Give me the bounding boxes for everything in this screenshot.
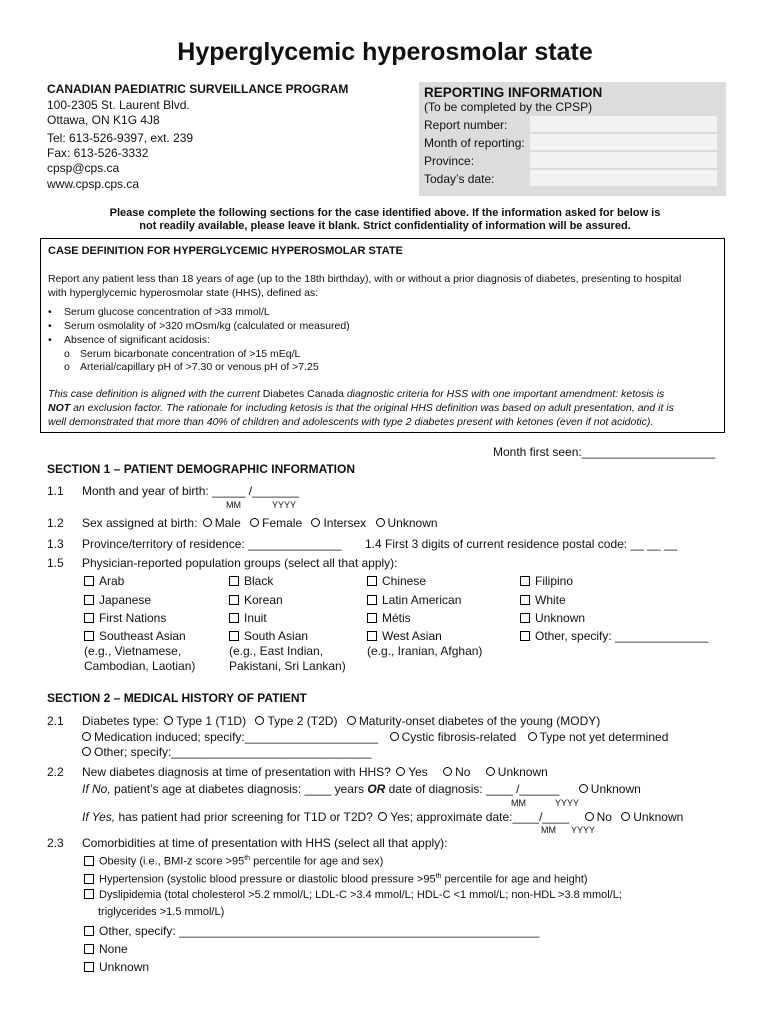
- definition-note-1: This case definition is aligned with the current Diabetes Canada diagnostic criteria for HSS with one important amendment: ketosis is: [48, 388, 665, 400]
- section2-heading: SECTION 2 – MEDICAL HISTORY OF PATIENT: [47, 691, 307, 705]
- month-of-reporting-label: Month of reporting:: [424, 136, 525, 150]
- section1-heading: SECTION 1 – PATIENT DEMOGRAPHIC INFORMATION: [47, 462, 356, 476]
- dx-yyyy-hint: YYYY: [555, 798, 580, 808]
- postal-code-field[interactable]: 1.4 First 3 digits of current residence postal code: __ __ __: [365, 537, 678, 551]
- radio-icon: [82, 732, 91, 741]
- reporting-info-box: [419, 82, 726, 196]
- criterion-osmolality: • Serum osmolality of >320 mOsm/kg (calculated or measured): [48, 320, 350, 332]
- q15-number: 1.5: [47, 556, 64, 570]
- checkbox-icon: [84, 889, 94, 899]
- birth-month-year-field[interactable]: Month and year of birth: _____ /_______: [82, 484, 299, 498]
- checkbox-icon: [367, 576, 377, 586]
- checkbox-icon: [84, 631, 94, 641]
- definition-note-3: well demonstrated that more than 40% of children and adolescents with type 2 diabetes present with ketones (even if not acidotic).: [48, 416, 654, 428]
- radio-icon: [579, 784, 588, 793]
- program-website[interactable]: www.cpsp.cps.ca: [47, 177, 140, 191]
- group-black[interactable]: Black: [229, 574, 273, 588]
- diabetes-type-row2: [82, 730, 668, 744]
- definition-intro-2: with hyperglycemic hyperosmolar state (HHS), defined as:: [48, 287, 319, 299]
- notice-line-1: Please complete the following sections for the case identified above. If the information asked for below is: [109, 207, 661, 219]
- subcriterion-bicarbonate: o Serum bicarbonate concentration of >15 mEq/L: [64, 348, 301, 360]
- confidentiality-notice: [0, 207, 770, 233]
- south-asian-examples-2: Pakistani, Sri Lankan): [229, 659, 346, 673]
- dx-date-unknown-option[interactable]: Unknown: [563, 782, 641, 796]
- new-dx-yes-option[interactable]: Yes: [394, 765, 428, 779]
- group-south-asian[interactable]: South Asian: [229, 629, 308, 643]
- group-chinese[interactable]: Chinese: [367, 574, 426, 588]
- new-dx-no-option[interactable]: No: [431, 765, 470, 779]
- comorbidity-obesity[interactable]: Obesity (i.e., BMI-z score >95th percentile for age and sex): [84, 852, 383, 869]
- birth-yyyy-hint: YYYY: [272, 500, 297, 510]
- radio-icon: [347, 716, 356, 725]
- checkbox-icon: [84, 944, 94, 954]
- group-japanese[interactable]: Japanese: [84, 593, 151, 607]
- age-at-diagnosis-row: If No, patient’s age at diabetes diagnosis: ____ years OR date of diagnosis: ____ /______ Unknown: [82, 782, 641, 796]
- sex-female-option[interactable]: Female: [244, 516, 302, 530]
- todays-date-label: Today’s date:: [424, 172, 495, 186]
- checkbox-icon: [367, 613, 377, 623]
- group-unknown[interactable]: Unknown: [520, 611, 585, 625]
- radio-icon: [585, 812, 594, 821]
- group-korean[interactable]: Korean: [229, 593, 283, 607]
- screening-no-option[interactable]: No: [573, 810, 612, 824]
- case-definition-box: [40, 238, 725, 433]
- checkbox-icon: [367, 595, 377, 605]
- q21-number: 2.1: [47, 714, 64, 728]
- checkbox-icon: [84, 856, 94, 866]
- southeast-asian-examples-2: Cambodian, Laotian): [84, 659, 196, 673]
- definition-heading: CASE DEFINITION FOR HYPERGLYCEMIC HYPEROSMOLAR STATE: [48, 245, 403, 257]
- checkbox-icon: [84, 926, 94, 936]
- report-number-label: Report number:: [424, 118, 508, 132]
- province-field[interactable]: [530, 152, 717, 168]
- reporting-heading: REPORTING INFORMATION: [424, 85, 603, 100]
- sex-male-option[interactable]: Male: [201, 516, 241, 530]
- checkbox-icon: [229, 595, 239, 605]
- checkbox-icon: [84, 874, 94, 884]
- screening-yes-option[interactable]: Yes; approximate date:____/____: [376, 810, 569, 824]
- comorbidities-question: Comorbidities at time of presentation with HHS (select all that apply):: [82, 836, 448, 850]
- criterion-glucose: • Serum glucose concentration of >33 mmol/L: [48, 306, 270, 318]
- prior-screening-row: If Yes, has patient had prior screening for T1D or T2D? Yes; approximate date:____/____ No Unknown: [82, 810, 684, 824]
- southeast-asian-examples-1: (e.g., Vietnamese,: [84, 644, 182, 658]
- screening-mm-hint: MM: [541, 825, 556, 835]
- group-west-asian[interactable]: West Asian: [367, 629, 442, 643]
- reporting-note: (To be completed by the CPSP): [424, 100, 593, 114]
- group-metis[interactable]: Métis: [367, 611, 411, 625]
- dx-mm-hint: MM: [511, 798, 526, 808]
- sex-unknown-option[interactable]: Unknown: [370, 516, 438, 530]
- program-email[interactable]: cpsp@cps.ca: [47, 161, 120, 175]
- q22-number: 2.2: [47, 765, 64, 779]
- radio-icon: [376, 518, 385, 527]
- screening-unknown-option[interactable]: Unknown: [615, 810, 683, 824]
- checkbox-icon: [84, 576, 94, 586]
- radio-icon: [255, 716, 264, 725]
- cystic-fibrosis-option[interactable]: Cystic fibrosis-related: [382, 730, 517, 744]
- checkbox-icon: [367, 631, 377, 641]
- radio-icon: [378, 812, 387, 821]
- radio-icon: [203, 518, 212, 527]
- sex-question: Sex assigned at birth: Male Female Intersex Unknown: [82, 516, 438, 530]
- radio-icon: [486, 767, 495, 776]
- checkbox-icon: [520, 595, 530, 605]
- report-number-field[interactable]: [530, 116, 717, 132]
- population-question: Physician-reported population groups (select all that apply):: [82, 556, 398, 570]
- sex-intersex-option[interactable]: Intersex: [305, 516, 366, 530]
- program-address1: 100-2305 St. Laurent Blvd.: [47, 98, 190, 112]
- q12-number: 1.2: [47, 516, 64, 530]
- group-first-nations[interactable]: First Nations: [84, 611, 166, 625]
- notice-line-2: not readily available, please leave it blank. Strict confidentiality of information will be assured.: [139, 220, 631, 232]
- program-tel: Tel: 613-526-9397, ext. 239: [47, 131, 194, 145]
- group-white[interactable]: White: [520, 593, 566, 607]
- todays-date-field[interactable]: [530, 170, 717, 186]
- dyslipidemia-triglycerides: triglycerides >1.5 mmol/L): [98, 906, 225, 918]
- south-asian-examples-1: (e.g., East Indian,: [229, 644, 324, 658]
- checkbox-icon: [84, 595, 94, 605]
- checkbox-icon: [229, 613, 239, 623]
- other-type-option[interactable]: Other; specify:______________________________: [82, 745, 372, 759]
- mody-option[interactable]: Maturity-onset diabetes of the young (MODY): [341, 714, 600, 728]
- radio-icon: [621, 812, 630, 821]
- radio-icon: [396, 767, 405, 776]
- month-of-reporting-field[interactable]: [530, 134, 717, 150]
- west-asian-examples: (e.g., Iranian, Afghan): [367, 644, 483, 658]
- diabetes-type-question: Diabetes type: Type 1 (T1D) Type 2 (T2D) Maturity-onset diabetes of the young (MODY): [82, 714, 601, 728]
- comorbidity-other[interactable]: Other, specify: ______________________________________________________: [84, 924, 539, 938]
- comorbidity-hypertension[interactable]: Hypertension (systolic blood pressure or diastolic blood pressure >95th percentile for age and height): [84, 870, 588, 887]
- radio-icon: [311, 518, 320, 527]
- screening-yyyy-hint: YYYY: [571, 825, 596, 835]
- program-name: CANADIAN PAEDIATRIC SURVEILLANCE PROGRAM: [47, 82, 349, 96]
- province-label: Province:: [424, 154, 475, 168]
- new-dx-unknown-option[interactable]: Unknown: [474, 765, 548, 779]
- checkbox-icon: [84, 613, 94, 623]
- medication-induced-option[interactable]: Medication induced; specify:____________________: [82, 730, 378, 744]
- checkbox-icon: [520, 631, 530, 641]
- group-southeast-asian[interactable]: Southeast Asian: [84, 629, 186, 643]
- group-arab[interactable]: Arab: [84, 574, 124, 588]
- type1-option[interactable]: Type 1 (T1D): [162, 714, 246, 728]
- group-inuit[interactable]: Inuit: [229, 611, 267, 625]
- checkbox-icon: [84, 962, 94, 972]
- radio-icon: [390, 732, 399, 741]
- subcriterion-ph: o Arterial/capillary pH of >7.30 or venous pH of >7.25: [64, 361, 319, 373]
- radio-icon: [164, 716, 173, 725]
- type2-option[interactable]: Type 2 (T2D): [249, 714, 337, 728]
- criterion-acidosis: • Absence of significant acidosis:: [48, 334, 210, 346]
- definition-note-2: NOT an exclusion factor. The rationale for including ketosis is that the original HHS definition was based on adult presentation, and it is: [48, 402, 674, 414]
- province-residence-field[interactable]: Province/territory of residence: ______________: [82, 537, 342, 551]
- checkbox-icon: [229, 631, 239, 641]
- comorbidity-unknown[interactable]: Unknown: [84, 960, 149, 974]
- program-address2: Ottawa, ON K1G 4J8: [47, 113, 160, 127]
- page-title: Hyperglycemic hyperosmolar state: [177, 38, 593, 66]
- q23-number: 2.3: [47, 836, 64, 850]
- definition-intro-1: Report any patient less than 18 years of age (up to the 18th birthday), with or without a prior diagnosis of diabetes, presenting to hospital: [48, 273, 682, 285]
- q11-number: 1.1: [47, 484, 64, 498]
- radio-icon: [443, 767, 452, 776]
- group-filipino[interactable]: Filipino: [520, 574, 573, 588]
- radio-icon: [528, 732, 537, 741]
- group-other-specify[interactable]: Other, specify: ______________: [520, 629, 708, 643]
- new-diagnosis-question: New diabetes diagnosis at time of presentation with HHS? Yes No Unknown: [82, 765, 548, 779]
- checkbox-icon: [520, 576, 530, 586]
- comorbidity-dyslipidemia[interactable]: Dyslipidemia (total cholesterol >5.2 mmol/L; LDL-C >3.4 mmol/L; HDL-C <1 mmol/L; non-HDL >3.8 mmol/L;: [84, 889, 622, 902]
- checkbox-icon: [229, 576, 239, 586]
- month-first-seen[interactable]: Month first seen:____________________: [493, 445, 716, 459]
- q13-number: 1.3: [47, 537, 64, 551]
- checkbox-icon: [520, 613, 530, 623]
- program-fax: Fax: 613-526-3332: [47, 146, 149, 160]
- comorbidity-none[interactable]: None: [84, 942, 128, 956]
- radio-icon: [82, 747, 91, 756]
- type-not-determined-option[interactable]: Type not yet determined: [520, 730, 669, 744]
- radio-icon: [250, 518, 259, 527]
- birth-mm-hint: MM: [226, 500, 241, 510]
- group-latin-american[interactable]: Latin American: [367, 593, 461, 607]
